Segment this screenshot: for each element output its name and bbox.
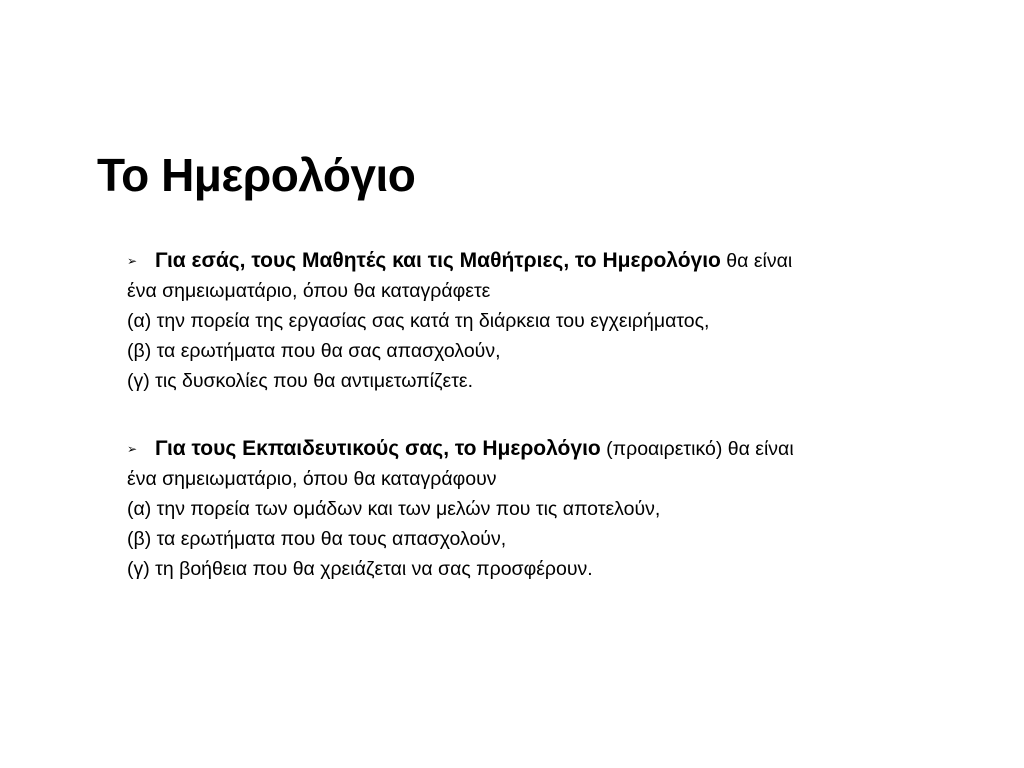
paragraph-lead-line [127, 434, 987, 464]
paragraph-teachers [127, 434, 987, 584]
paragraph-line: ένα σημειωματάριο, όπου θα καταγράφουν [127, 468, 497, 490]
paragraph-students [127, 246, 987, 396]
paragraph-line: ένα σημειωματάριο, όπου θα καταγράφετε [127, 280, 491, 302]
paragraph-line: (β) τα ερωτήματα που θα τους απασχολούν, [127, 528, 507, 550]
arrow-bullet-icon: ➢ [127, 442, 138, 456]
paragraph-line: (α) την πορεία των ομάδων και των μελών που τις αποτελούν, [127, 498, 661, 520]
paragraph-line: (γ) τη βοήθεια που θα χρειάζεται να σας προσφέρουν. [127, 558, 593, 580]
paragraph-line: (β) τα ερωτήματα που θα σας απασχολούν, [127, 340, 501, 362]
paragraph-line: (α) την πορεία της εργασίας σας κατά τη διάρκεια του εγχειρήματος, [127, 310, 710, 332]
bold-lead: Για τους Εκπαιδευτικούς σας, το Ημερολόγιο [155, 437, 601, 460]
slide-title: Το Ημερολόγιο [97, 149, 416, 201]
arrow-bullet-icon: ➢ [127, 254, 138, 268]
lead-rest: θα είναι [720, 250, 793, 272]
paragraph-lead-line [127, 246, 987, 276]
paragraph-line: (γ) τις δυσκολίες που θα αντιμετωπίζετε. [127, 370, 474, 392]
lead-rest: (προαιρετικό) θα είναι [600, 438, 794, 460]
bold-lead: Για εσάς, τους Μαθητές και τις Μαθήτριες, το Ημερολόγιο [155, 249, 721, 272]
